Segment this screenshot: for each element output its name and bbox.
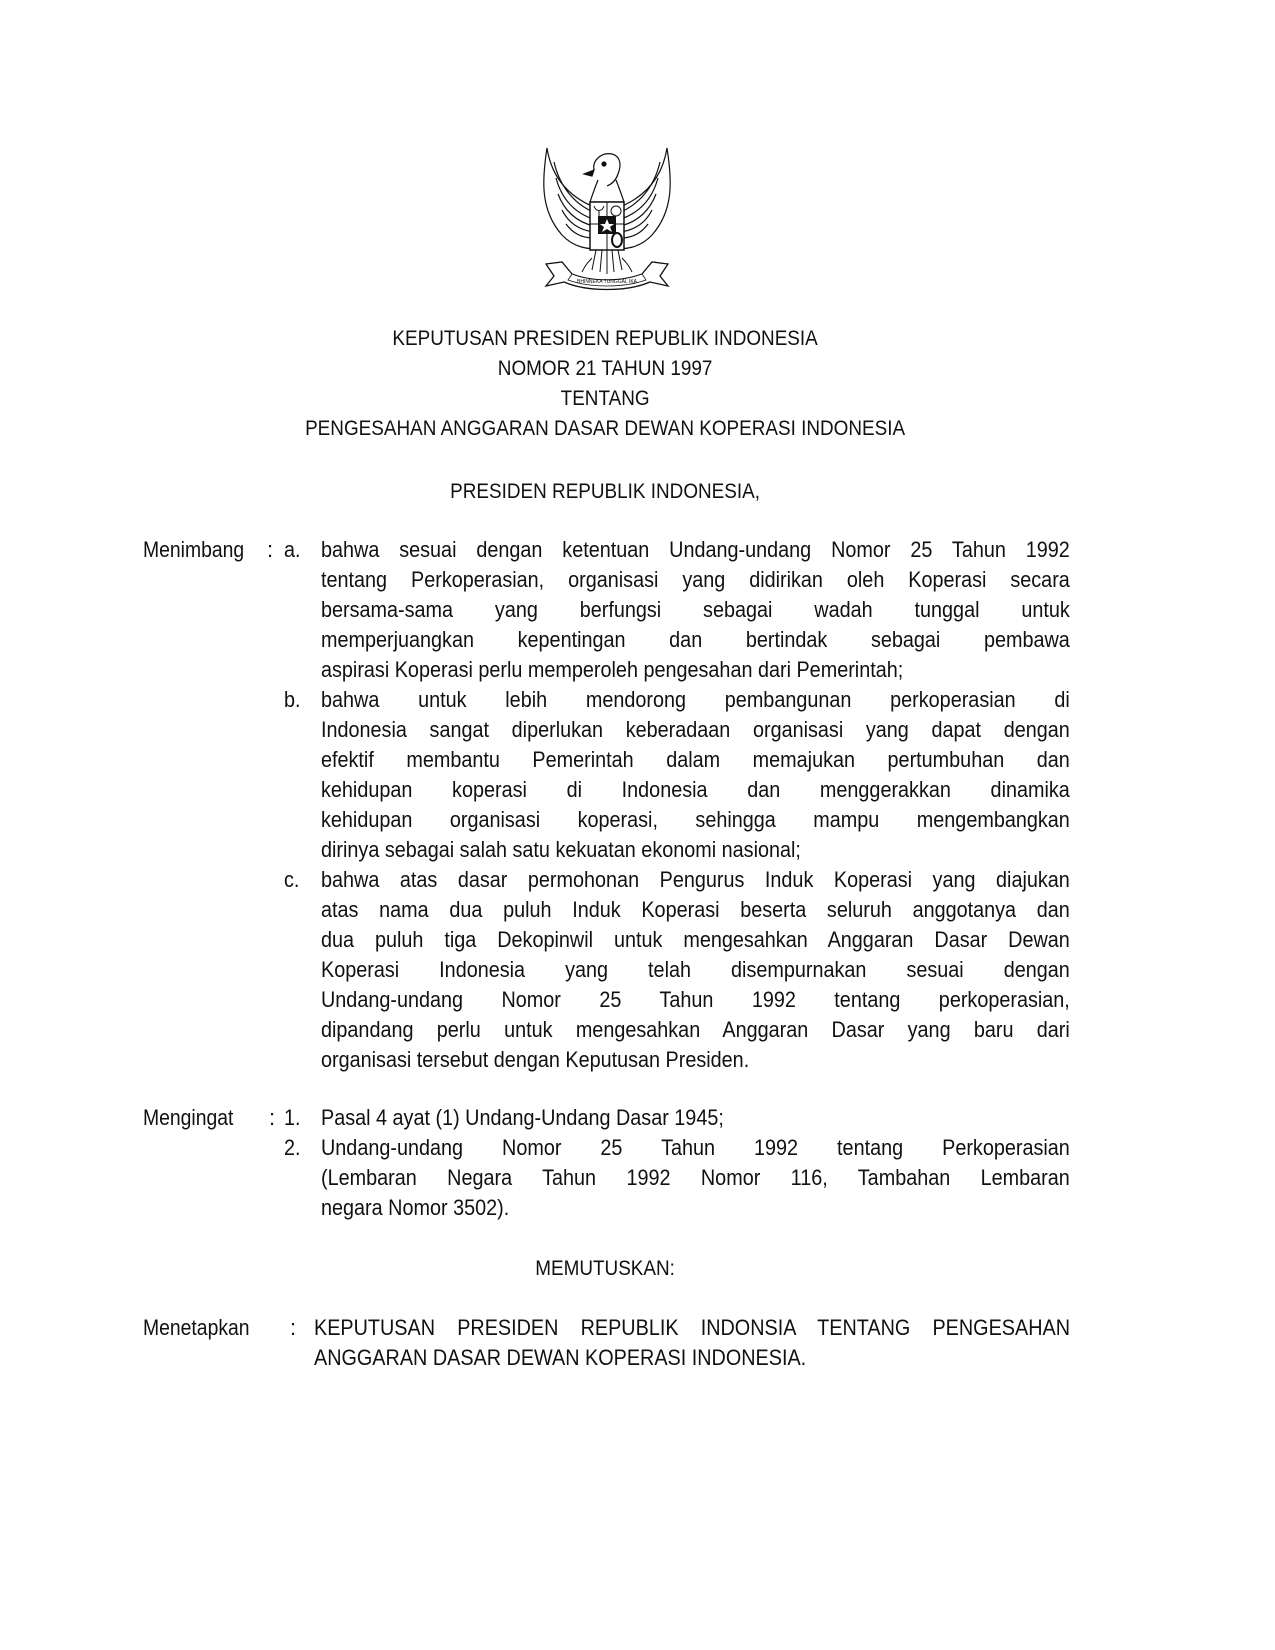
garuda-emblem-icon [532, 140, 682, 300]
mengingat-label: Mengingat [143, 1105, 234, 1130]
item-marker: c. [284, 867, 300, 892]
title-line-2: NOMOR 21 TAHUN 1997 [497, 357, 713, 380]
menimbang-label: Menimbang [143, 537, 245, 562]
svg-text:BHINNEKA TUNGGAL IKA: BHINNEKA TUNGGAL IKA [576, 279, 638, 285]
item-marker: b. [284, 687, 301, 712]
menetapkan-text: KEPUTUSAN PRESIDEN REPUBLIK INDONSIA TENTANG PENGESAHAN ANGGARAN DASAR DEWAN KOPERASI INDONESIA. [314, 1315, 1070, 1370]
menetapkan-colon: : [290, 1315, 297, 1340]
menetapkan-label: Menetapkan [143, 1315, 250, 1340]
menimbang-item-b: bahwa untuk lebih mendorong pembangunan perkoperasian di Indonesia sangat diperlukan keberadaan organisasi yang dapat dengan efektif membantu Pemerintah dalam memajukan pertumbuhan dan kehidupan koperasi di Indonesia dan menggerakkan dinamika kehidupan organisasi koperasi, sehingga mampu mengembangkan dirinya sebagai salah satu kekuatan ekonomi nasional; [321, 687, 1070, 862]
memutuskan-heading: MEMUTUSKAN: [535, 1257, 675, 1280]
menimbang-item-c: bahwa atas dasar permohonan Pengurus Induk Koperasi yang diajukan atas nama dua puluh Induk Koperasi beserta seluruh anggotanya dan dua puluh tiga Dekopinwil untuk mengesahkan Anggaran Dasar Dewan Koperasi Indonesia yang telah disempurnakan sesuai dengan Undang-undang Nomor 25 Tahun 1992 tentang perkoperasian, dipandang perlu untuk mengesahkan Anggaran Dasar yang baru dari organisasi tersebut dengan Keputusan Presiden. [321, 867, 1070, 1072]
title-line-4: PENGESAHAN ANGGARAN DASAR DEWAN KOPERASI INDONESIA [305, 417, 906, 440]
title-line-3: TENTANG [560, 387, 650, 410]
menimbang-item-a: bahwa sesuai dengan ketentuan Undang-undang Nomor 25 Tahun 1992 tentang Perkoperasian, organisasi yang didirikan oleh Koperasi secara bersama-sama yang berfungsi sebagai wadah tunggal untuk memperjuangkan kepentingan dan bertindak sebagai pembawa aspirasi Koperasi perlu memperoleh pengesahan dari Pemerintah; [321, 537, 1070, 682]
mengingat-item-2: Undang-undang Nomor 25 Tahun 1992 tentang Perkoperasian (Lembaran Negara Tahun 1992 Nomor 116, Tambahan Lembaran negara Nomor 3502). [321, 1135, 1070, 1220]
item-marker: 2. [284, 1135, 301, 1160]
menimbang-colon: : [267, 537, 274, 562]
president-heading: PRESIDEN REPUBLIK INDONESIA, [450, 480, 761, 503]
mengingat-colon: : [269, 1105, 276, 1130]
mengingat-item-1: Pasal 4 ayat (1) Undang-Undang Dasar 1945; [321, 1105, 724, 1130]
title-line-1: KEPUTUSAN PRESIDEN REPUBLIK INDONESIA [392, 327, 818, 350]
item-marker: a. [284, 537, 301, 562]
item-marker: 1. [284, 1105, 301, 1130]
decree-title [61, 324, 1150, 444]
